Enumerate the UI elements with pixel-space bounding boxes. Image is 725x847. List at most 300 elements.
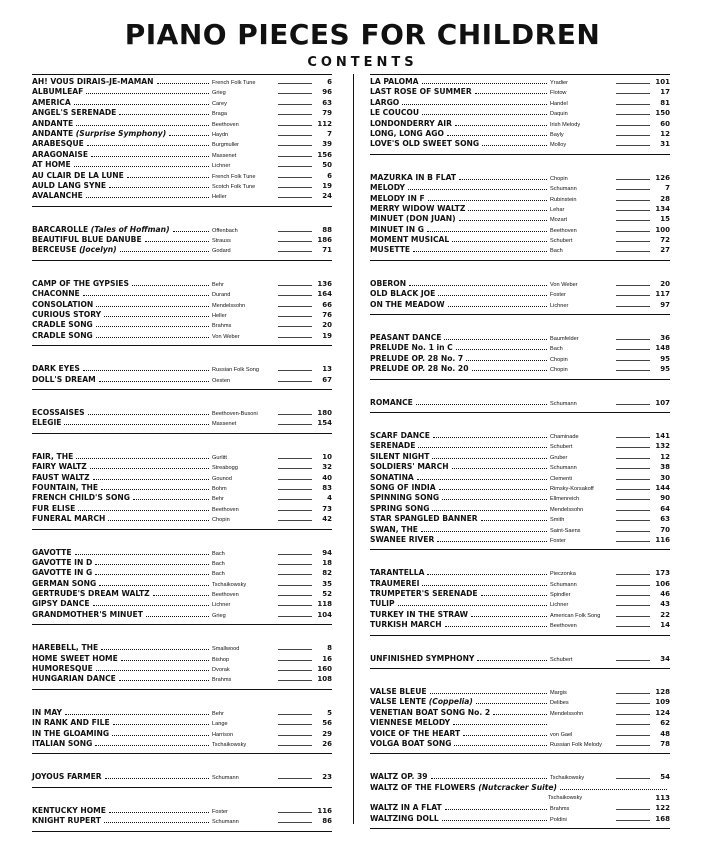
contents-entry[interactable] [32,504,332,514]
contents-entry[interactable] [32,452,332,462]
contents-entry[interactable] [370,568,670,578]
contents-entry[interactable] [370,225,670,235]
dot-leader [157,77,209,84]
dot-leader [132,279,209,286]
dot-leader [76,119,209,126]
entry-title-text: GERMAN SONG [32,578,97,588]
entry-page-number: 79 [322,109,332,118]
contents-entry[interactable] [370,493,670,503]
entry-title-text: FUNERAL MARCH [32,514,106,524]
entry-composer: Foster [550,537,566,544]
entry-page-number: 144 [655,483,670,492]
dot-leader [416,398,547,405]
entry-title [32,181,106,191]
entry-composer: Chopin [550,356,568,363]
entry-title [32,150,88,160]
entry-page-number: 126 [655,173,670,182]
entry-title [32,718,110,728]
entry-page-number: 14 [660,621,670,630]
entry-title [370,235,449,245]
dot-leader [453,718,547,725]
entry-page-number: 66 [322,300,332,309]
entry-title [32,514,105,524]
contents-entry[interactable] [32,87,332,97]
contents-group [370,261,670,315]
entry-page-number: 42 [322,515,332,524]
contents-entry[interactable] [370,599,670,609]
contents-entry[interactable] [32,150,332,160]
entry-composer: Pieczonka [550,571,576,578]
page-leader-line [616,335,650,340]
dot-leader [432,504,547,511]
contents-entry[interactable] [370,452,670,462]
contents-entry[interactable] [370,354,670,364]
entry-composer: Gruber [550,454,568,461]
entry-composer: Behr [212,281,224,288]
page-leader-line [616,366,650,371]
entry-page-number: 40 [322,473,332,482]
entry-title [32,462,87,472]
contents-entry[interactable] [370,514,670,524]
contents-entry[interactable] [370,279,670,289]
column-divider [353,74,354,824]
entry-title [32,589,150,599]
dot-leader [86,87,209,94]
entry-title-text: OBERON [370,278,407,288]
entry-composer: Rubinstein [550,196,577,203]
entry-page-number: 95 [660,365,670,374]
entry-page-number: 118 [317,600,332,609]
page-leader-line [616,175,650,180]
entry-title [32,548,72,558]
page-leader-line [616,110,650,115]
entry-composer: French Folk Tune [212,173,256,180]
contents-entry[interactable] [370,772,670,782]
contents-entry[interactable] [370,687,670,697]
entry-title [32,160,71,170]
entry-page-number: 78 [660,739,670,748]
dot-leader [145,235,209,242]
contents-entry[interactable] [32,181,332,191]
entry-title-text: DARK EYES [32,364,80,374]
contents-entry[interactable] [370,300,670,310]
contents-entry[interactable] [370,343,670,353]
contents-entry[interactable] [370,535,670,545]
entry-composer: Brahms [212,677,232,684]
entry-title-text: GRANDMOTHER'S MINUET [32,609,143,619]
entry-composer: American Folk Song [550,612,601,619]
contents-entry[interactable] [370,431,670,441]
entry-page-number: 109 [655,698,670,707]
entry-page-number: 160 [317,665,332,674]
page-leader-line [616,227,650,232]
contents-entry[interactable] [370,108,670,118]
dot-leader [83,364,209,371]
entry-title-text: LONDONDERRY AIR [370,118,452,128]
contents-entry[interactable] [32,643,332,653]
contents-entry[interactable] [370,708,670,718]
page-leader-line [616,464,650,469]
entry-title [32,654,118,664]
entry-title-text: HUNGARIAN DANCE [32,674,116,684]
entry-page-number: 48 [660,729,670,738]
contents-entry[interactable] [32,129,332,139]
entry-title [370,119,452,129]
entry-page-number: 23 [322,773,332,782]
contents-entry[interactable] [32,708,332,718]
contents-entry[interactable] [370,398,670,408]
contents-entry[interactable] [370,589,670,599]
entry-page-number: 7 [327,129,332,138]
contents-entry[interactable] [32,589,332,599]
contents-entry[interactable] [32,558,332,568]
page-leader-line [278,131,312,136]
page-leader-line [616,516,650,521]
contents-entry[interactable] [32,514,332,524]
dot-leader [402,98,547,105]
contents-entry[interactable] [32,77,332,87]
contents-entry[interactable] [32,806,332,816]
entry-title-text: AMERICA [32,97,71,107]
entry-title-text: SILENT NIGHT [370,451,430,461]
contents-entry[interactable] [370,739,670,749]
contents-entry[interactable] [370,441,670,451]
contents-entry[interactable] [370,119,670,129]
entry-title-text: HUMORESQUE [32,664,93,674]
contents-entry[interactable] [32,548,332,558]
entry-title [32,300,93,310]
entry-composer: Schumann [550,465,577,472]
dot-leader [408,183,547,190]
contents-entry[interactable] [32,418,332,428]
contents-entry[interactable] [370,139,670,149]
entry-title [370,783,557,793]
page-leader-line [278,420,312,425]
entry-title [370,183,405,193]
page-leader-line [278,227,312,232]
dot-leader [455,119,547,126]
dot-leader [454,739,547,746]
contents-entry[interactable] [370,783,670,793]
page-leader-line [278,485,312,490]
contents-entry[interactable] [32,408,332,418]
page-leader-line [616,774,650,779]
entry-title [370,452,429,462]
dot-leader [65,708,209,715]
contents-entry[interactable] [370,697,670,707]
entry-page-number: 12 [660,129,670,138]
entry-title [370,803,442,813]
entry-title-text: TULIP [370,599,395,609]
dot-leader [477,654,547,661]
entry-title-text: TRUMPETER'S SERENADE [370,589,478,599]
contents-entry[interactable] [32,493,332,503]
entry-title-subtitle: (Jocelyn) [79,245,117,255]
entry-title-text: CAMP OF THE GYPSIES [32,278,129,288]
entry-title-text: LAST ROSE OF SUMMER [370,87,472,97]
contents-entry[interactable] [32,279,332,289]
contents-entry[interactable] [370,183,670,193]
contents-entry[interactable] [32,245,332,255]
dot-leader [481,514,547,521]
contents-group [370,636,670,669]
dot-leader [476,697,547,704]
contents-entry[interactable] [32,171,332,181]
entry-page-number: 154 [317,419,332,428]
contents-entry[interactable] [32,579,332,589]
contents-entry[interactable] [32,320,332,330]
entry-title-text: VALSE BLEUE [370,687,427,697]
entry-title [32,320,93,330]
entry-composer: Lehar [550,206,565,213]
entry-title-text: MELODY [370,183,406,193]
contents-entry[interactable] [32,599,332,609]
dot-leader [109,181,209,188]
page-leader-line [616,216,650,221]
page-leader-line [616,131,650,136]
entry-composer: Yradier [550,80,569,86]
entry-title [370,514,478,524]
entry-composer: Dvorak [212,667,230,674]
entry-title [32,418,61,428]
dot-leader [74,160,209,167]
dot-leader [421,525,547,532]
contents-group [32,788,332,832]
dot-leader [413,245,547,252]
contents-entry[interactable] [32,331,332,341]
dot-leader [104,816,209,823]
contents-group [32,530,332,626]
entry-composer: Behr [212,710,224,717]
dot-leader [560,783,667,790]
entry-title-text: KNIGHT RUPERT [32,816,101,826]
contents-entry[interactable] [32,235,332,245]
contents-entry[interactable] [32,816,332,826]
entry-title [32,235,142,245]
entry-title [32,191,83,201]
entry-composer: Beethoven [212,121,239,128]
entry-title-text: MELODY IN F [370,193,425,203]
page-leader-line [616,196,650,201]
contents-entry[interactable] [370,235,670,245]
entry-page-number: 108 [317,675,332,684]
contents-entry[interactable] [370,610,670,620]
entry-title-text: FAIR, THE [32,451,74,461]
contents-entry[interactable] [32,568,332,578]
dot-leader [146,610,209,617]
page-leader-line [278,591,312,596]
entry-page-number: 35 [322,579,332,588]
page-leader-line [278,731,312,736]
contents-entry[interactable] [32,462,332,472]
contents-entry[interactable] [32,108,332,118]
dot-leader [169,129,209,136]
dot-leader [95,739,209,746]
entry-composer: Clementi [550,475,573,482]
dot-leader [108,514,209,521]
entry-page-number: 132 [655,442,670,451]
entry-composer: Chaminade [550,433,579,440]
entry-title-text: CRADLE SONG [32,330,93,340]
entry-title-text: VENETIAN BOAT SONG No. 2 [370,707,491,717]
contents-entry[interactable] [370,129,670,139]
entry-page-number: 13 [322,365,332,374]
entry-title-text: VIENNESE MELODY [370,718,451,728]
contents-entry[interactable] [32,674,332,684]
page-leader-line [278,666,312,671]
entry-composer: Scotch Folk Tune [212,183,256,190]
contents-entry[interactable] [32,139,332,149]
entry-page-number: 54 [660,773,670,782]
contents-entry[interactable] [32,310,332,320]
entry-composer: Mendelssohn [212,302,246,309]
contents-entry[interactable] [32,119,332,129]
contents-entry[interactable] [32,364,332,374]
page-leader-line [616,720,650,725]
contents-entry[interactable] [32,772,332,782]
page-leader-line [616,121,650,126]
page-leader-line [278,173,312,178]
entry-page-number: 71 [322,246,332,255]
contents-entry[interactable] [370,814,670,824]
contents-entry[interactable] [370,98,670,108]
entry-title-text: LA PALOMA [370,77,419,86]
entry-page-number: 36 [660,334,670,343]
contents-entry[interactable] [32,729,332,739]
entry-composer: Grieg [212,90,226,97]
page-leader-line [616,570,650,575]
contents-entry[interactable] [370,579,670,589]
contents-entry[interactable] [370,803,670,813]
entry-page-number: 134 [655,204,670,213]
entry-page-number: 81 [660,98,670,107]
page-leader-line [616,689,650,694]
contents-entry[interactable] [32,610,332,620]
contents-entry[interactable] [370,483,670,493]
contents-entry[interactable] [32,664,332,674]
contents-entry[interactable] [370,364,670,374]
contents-entry[interactable] [370,245,670,255]
contents-entry[interactable] [370,504,670,514]
dot-leader [104,310,209,317]
entry-page-number: 86 [322,817,332,826]
entry-title-text: PRELUDE No. 1 in C [370,343,453,353]
dot-leader [437,535,547,542]
contents-entry[interactable] [370,718,670,728]
contents-entry[interactable] [32,98,332,108]
entry-composer: Lichner [550,302,569,309]
contents-entry[interactable] [370,473,670,483]
dot-leader [430,687,547,694]
contents-entry[interactable] [370,654,670,664]
entry-title [32,579,96,589]
entry-title-text: MERRY WIDOW WALTZ [370,203,466,213]
contents-entry[interactable] [32,160,332,170]
page-leader-line [278,516,312,521]
entry-title [32,87,83,97]
entry-composer: Handel [550,100,568,107]
entry-page-number: 15 [660,215,670,224]
contents-entry[interactable] [32,739,332,749]
entry-title [32,245,117,255]
entry-composer: Bach [212,571,225,578]
contents-entry[interactable] [370,77,670,87]
contents-entry[interactable] [32,375,332,385]
entry-title-text: IN RANK AND FILE [32,718,110,728]
entry-page-number: 168 [655,814,670,823]
entry-composer: Beethoven [550,623,577,630]
contents-entry[interactable] [32,191,332,201]
contents-column-left [32,74,332,832]
contents-entry[interactable] [32,225,332,235]
entry-title-text: FAUST WALTZ [32,472,90,482]
entry-title-text: AVALANCHE [32,191,83,201]
entry-title-text: DOLL'S DREAM [32,374,96,384]
entry-title [370,462,449,472]
entry-composer: Streabogg [212,465,238,472]
dot-leader [109,806,209,813]
contents-entry[interactable] [370,173,670,183]
entry-title-text: CHACONNE [32,289,80,299]
entry-title-text: ANDANTE [32,118,74,128]
entry-composer: Mozart [550,217,568,224]
entry-title [32,119,73,129]
page-leader-line [278,774,312,779]
entry-title-text: FAIRY WALTZ [32,462,87,472]
contents-entry[interactable] [370,289,670,299]
contents-entry[interactable] [32,289,332,299]
entry-title-text: OLD BLACK JOE [370,289,436,299]
contents-entry[interactable] [370,87,670,97]
entry-title-text: SONG OF INDIA [370,482,436,492]
contents-entry[interactable] [370,194,670,204]
contents-entry[interactable] [32,483,332,493]
contents-entry[interactable] [370,333,670,343]
entry-title-text: SWAN, THE [370,524,418,534]
entry-title [370,579,419,589]
contents-entry[interactable] [370,204,670,214]
entry-title [370,204,465,214]
entry-page-number: 164 [317,290,332,299]
entry-title-text: PRELUDE OP. 28 No. 7 [370,353,464,363]
contents-entry[interactable] [370,214,670,224]
entry-title [32,279,129,289]
entry-title [370,814,439,824]
page-leader-line [616,485,650,490]
entry-title [370,87,472,97]
contents-entry[interactable] [370,620,670,630]
contents-entry[interactable] [370,525,670,535]
page-leader-line [278,710,312,715]
contents-entry[interactable] [370,462,670,472]
dot-leader [91,150,209,157]
contents-entry[interactable] [370,729,670,739]
entry-page-number: 100 [655,225,670,234]
contents-entry[interactable] [32,654,332,664]
entry-composer: Margis [550,690,567,697]
contents-entry[interactable] [32,718,332,728]
page-leader-line [278,162,312,167]
contents-entry[interactable] [32,473,332,483]
entry-title [370,654,474,664]
contents-group [32,690,332,755]
entry-composer: Massenet [212,152,237,159]
contents-entry[interactable] [32,300,332,310]
entry-composer: Brahms [212,323,232,330]
entry-title [370,729,460,739]
dot-leader [452,235,547,242]
entry-title-subtitle: (Coppelia) [428,697,473,707]
